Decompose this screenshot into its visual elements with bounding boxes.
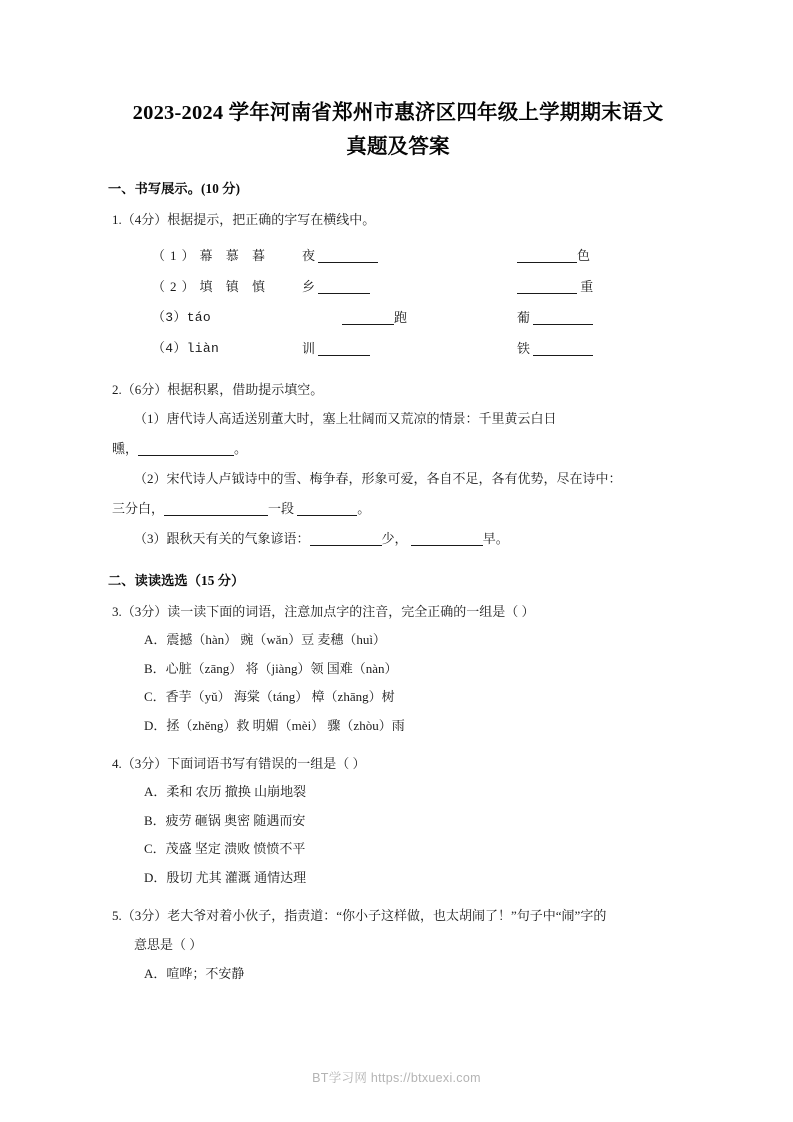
option-letter: A． (144, 632, 167, 647)
question-2-item-2-line-2 (112, 494, 688, 524)
option-letter: C． (144, 689, 166, 704)
question-2-item-2-blank-1[interactable] (164, 500, 268, 516)
question-2-item-3-mid: 少， (381, 531, 408, 546)
fill-row-2-right (517, 271, 712, 302)
option-text: 柔和 农历 撤换 山崩地裂 (166, 784, 307, 799)
fill-row-4-right-prefix: 铁 (517, 341, 531, 356)
fill-row-4-right-blank[interactable] (533, 340, 593, 356)
question-3-option-b[interactable] (144, 655, 688, 684)
fill-row-1-right-suffix: 色 (577, 248, 591, 263)
question-2-item-2-pre: 三分白， (112, 501, 165, 516)
page-title (108, 96, 688, 164)
option-text: 拯（zhěng）救 明媚（mèi） 骤（zhòu）雨 (166, 717, 405, 733)
question-2-item-3-blank-2[interactable] (411, 530, 483, 546)
question-2-item-1-line-1: （1）唐代诗人高适送别董大时，塞上壮阔而又荒凉的情景：千里黄云白日 (134, 411, 557, 426)
option-letter: A． (144, 966, 167, 981)
question-4-option-d[interactable] (144, 864, 688, 893)
fill-row-1-right (517, 240, 712, 271)
fill-row-4-mid-prefix: 训 (302, 341, 316, 356)
fill-row-3-middle (302, 302, 517, 333)
fill-row-4-label: （4）liàn (152, 341, 220, 356)
fill-row-1-middle (302, 240, 517, 271)
table-row (108, 271, 712, 302)
option-text: 疲劳 砸锅 奥密 随遇而安 (165, 812, 306, 828)
question-2-item-3-blank-1[interactable] (310, 530, 382, 546)
fill-row-4-right (517, 333, 712, 364)
fill-row-3-mid-suffix: 跑 (394, 310, 408, 325)
fill-row-2-mid-blank[interactable] (318, 278, 370, 294)
table-row (108, 240, 712, 271)
option-text: 震撼（hàn） 豌（wǎn）豆 麦穗（huì） (166, 632, 386, 647)
section-heading-2: 二、读读选选（15 分） (108, 573, 245, 588)
option-text: 喧哗；不安静 (166, 966, 245, 981)
option-letter: D． (144, 869, 167, 885)
option-letter: D． (144, 717, 167, 733)
option-text: 茂盛 坚定 溃败 愤愤不平 (165, 841, 306, 856)
option-text: 香芋（yǔ） 海棠（táng） 樟（zhāng）树 (165, 689, 395, 704)
question-2-item-3-line-1 (134, 524, 688, 554)
question-2-item-1-blank[interactable] (138, 440, 234, 456)
question-3-option-c[interactable] (144, 683, 688, 712)
table-row (108, 302, 712, 333)
fill-row-1-mid-prefix: 夜 (302, 248, 316, 263)
question-5-stem-cont: 意思是（ ） (134, 937, 203, 952)
fill-row-2-right-suffix: 重 (580, 279, 594, 294)
question-3-stem: 3.（3分）读一读下面的词语，注意加点字的注音，完全正确的一组是（ ） (112, 604, 535, 619)
fill-row-1-label: （1）幕 慕 暮 (152, 248, 271, 263)
section-heading-1: 一、书写展示。(10 分) (108, 181, 241, 196)
fill-row-3-mid-blank[interactable] (342, 309, 394, 325)
fill-row-4-middle (302, 333, 517, 364)
title-line-2: 真题及答案 (346, 136, 450, 158)
fill-row-2-middle (302, 271, 517, 302)
option-letter: C． (144, 841, 166, 856)
fill-row-3-right (517, 302, 712, 333)
question-5-stem: 5.（3分）老大爷对着小伙子，指责道：“你小子这样做，也太胡闹了！”句子中“闹”字的 (112, 908, 607, 923)
fill-row-3-right-blank[interactable] (533, 309, 593, 325)
question-2-item-1-line-2 (112, 434, 688, 464)
question-2-item-2-line-1: （2）宋代诗人卢钺诗中的雪、梅争春，形象可爱，各自不足，各有优势，尽在诗中： (134, 471, 622, 486)
table-row (108, 333, 712, 364)
option-letter: B． (144, 660, 166, 676)
question-2-stem: 2.（6分）根据积累，借助提示填空。 (112, 382, 324, 397)
footer-watermark: BT学习网 https://btxuexi.com (312, 1071, 481, 1085)
page-content (108, 96, 688, 989)
fill-row-2-label: （2）填 镇 慎 (152, 279, 271, 294)
question-2-item-3-post: 早。 (482, 531, 509, 546)
title-line-1: 2023-2024 学年河南省郑州市惠济区四年级上学期期末语文 (132, 102, 664, 124)
option-letter: B． (144, 812, 166, 828)
fill-row-1-mid-blank[interactable] (318, 247, 378, 263)
question-5-option-a[interactable] (144, 960, 688, 989)
option-text: 殷切 尤其 灌溉 通情达理 (166, 869, 307, 885)
question-4-option-a[interactable] (144, 778, 688, 807)
question-2-item-1-post: 。 (234, 441, 248, 456)
fill-row-1-right-blank[interactable] (517, 247, 577, 263)
question-1-fill-table (108, 240, 712, 364)
question-4-stem: 4.（3分）下面词语书写有错误的一组是（ ） (112, 756, 366, 771)
question-2-item-2-post: 。 (357, 501, 371, 516)
question-3-option-d[interactable] (144, 712, 688, 741)
fill-row-2-mid-prefix: 乡 (302, 279, 316, 294)
question-2-item-1-pre: 曛， (112, 441, 139, 456)
question-2-item-3-text: （3）跟秋天有关的气象谚语： (134, 531, 310, 546)
fill-row-2-right-blank[interactable] (517, 278, 577, 294)
question-1-stem: 1.（4分）根据提示，把正确的字写在横线中。 (112, 212, 376, 227)
question-2-item-2-mid: 一段 (268, 501, 295, 516)
question-4-option-c[interactable] (144, 835, 688, 864)
question-2-item-2-blank-2[interactable] (297, 500, 357, 516)
question-3-option-a[interactable] (144, 626, 688, 655)
option-text: 心脏（zāng） 将（jiàng）领 国难（nàn） (165, 660, 398, 676)
question-4-option-b[interactable] (144, 807, 688, 836)
option-letter: A． (144, 784, 167, 799)
fill-row-4-mid-blank[interactable] (318, 340, 370, 356)
fill-row-3-label: （3）táo (152, 310, 212, 325)
fill-row-3-right-prefix: 葡 (517, 310, 531, 325)
